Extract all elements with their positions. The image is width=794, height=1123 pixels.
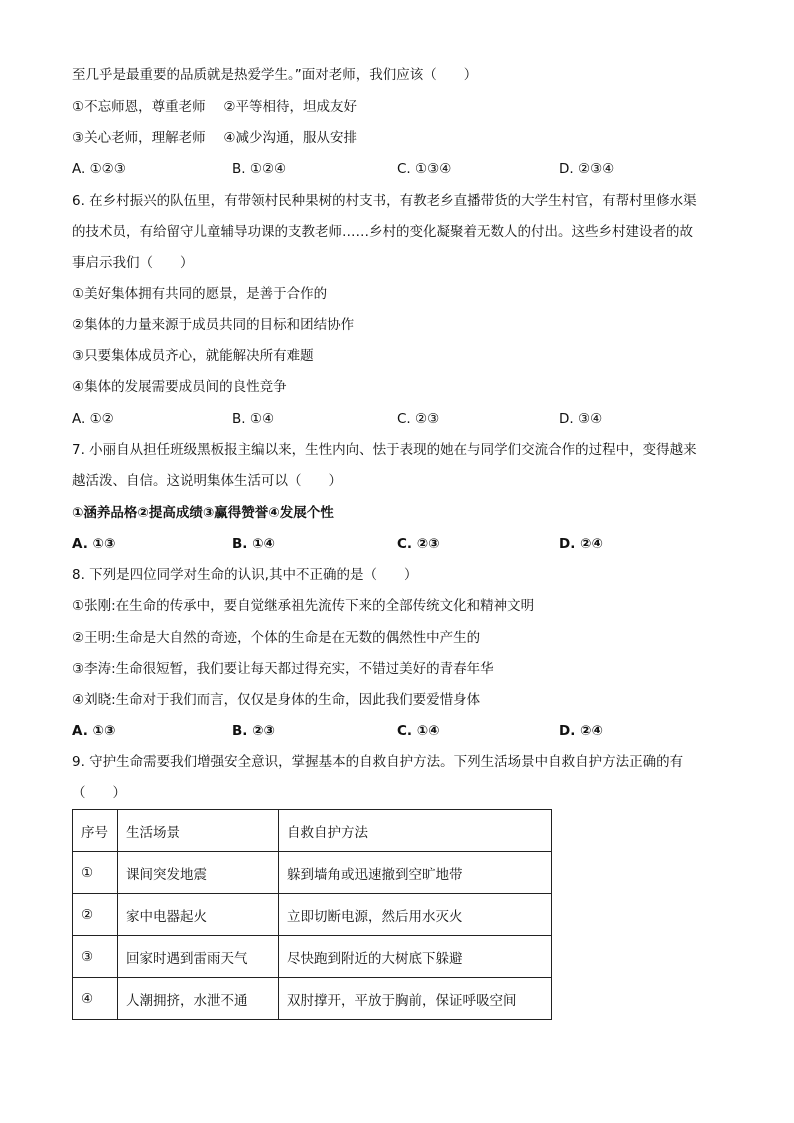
q6-item: ④集体的发展需要成员间的良性竞争 xyxy=(72,379,287,395)
q8-item: ③李涛:生命很短暂，我们要让每天都过得充实，不错过美好的青春年华 xyxy=(72,661,494,677)
q7-item: ①涵养品格②提高成绩③赢得赞誉④发展个性 xyxy=(72,505,334,521)
option-a: A. ①③ xyxy=(72,536,116,552)
q5-item: ③关心老师，理解老师 ④减少沟通，服从安排 xyxy=(72,130,357,146)
q6-item: ①美好集体拥有共同的愿景，是善于合作的 xyxy=(72,286,328,302)
option-d: D. ②③④ xyxy=(559,161,615,177)
table-row xyxy=(73,852,552,894)
q6-stem: 的技术员，有给留守儿童辅导功课的支教老师……乡村的变化凝聚着无数人的付出。这些乡村建设者的故 xyxy=(72,224,693,240)
option-b: B. ②③ xyxy=(232,723,275,739)
q5-stem: 至几乎是最重要的品质就是热爱学生。”面对老师，我们应该（ ） xyxy=(72,67,478,83)
option-c: C. ②③ xyxy=(397,536,440,552)
q6-item: ③只要集体成员齐心，就能解决所有难题 xyxy=(72,348,314,364)
table-cell: ③ xyxy=(73,936,118,978)
q8-item: ①张刚:在生命的传承中，要自觉继承祖先流传下来的全部传统文化和精神文明 xyxy=(72,598,535,614)
option-d: D. ②④ xyxy=(559,536,603,552)
table-header: 生活场景 xyxy=(118,810,279,852)
q5-options xyxy=(72,159,672,179)
option-a: A. ①③ xyxy=(72,723,116,739)
q8-item: ④刘晓:生命对于我们而言，仅仅是身体的生命，因此我们要爱惜身体 xyxy=(72,692,481,708)
q9-stem: 9. 守护生命需要我们增强安全意识，掌握基本的自救自护方法。下列生活场景中自救自护方法正确的有 xyxy=(72,754,684,770)
table-header: 序号 xyxy=(73,810,118,852)
q6-stem: 6. 在乡村振兴的队伍里，有带领村民种果树的村支书，有教老乡直播带货的大学生村官，有帮村里修水渠 xyxy=(72,193,697,209)
table-cell: ① xyxy=(73,852,118,894)
q8-item: ②王明:生命是大自然的奇迹，个体的生命是在无数的偶然性中产生的 xyxy=(72,630,481,646)
q5-item: ①不忘师恩，尊重老师 ②平等相待，坦成友好 xyxy=(72,99,357,115)
table-cell: 躲到墙角或迅速撤到空旷地带 xyxy=(279,852,552,894)
option-a: A. ①②③ xyxy=(72,161,126,177)
option-b: B. ①④ xyxy=(232,536,275,552)
table-cell: 尽快跑到附近的大树底下躲避 xyxy=(279,936,552,978)
table-cell: ② xyxy=(73,894,118,936)
q6-item: ②集体的力量来源于成员共同的目标和团结协作 xyxy=(72,317,355,333)
q6-stem: 事启示我们（ ） xyxy=(72,255,194,271)
q7-stem: 7. 小丽自从担任班级黑板报主编以来，生性内向、怯于表现的她在与同学们交流合作的过程中，变得越来 xyxy=(72,442,697,458)
q6-options xyxy=(72,409,672,429)
table-cell: 回家时遇到雷雨天气 xyxy=(118,936,279,978)
q8-stem: 8. 下列是四位同学对生命的认识,其中不正确的是（ ） xyxy=(72,567,418,583)
option-d: D. ②④ xyxy=(559,723,603,739)
table-header-row xyxy=(73,810,552,852)
table-header: 自救自护方法 xyxy=(279,810,552,852)
option-a: A. ①② xyxy=(72,411,114,427)
option-c: C. ①④ xyxy=(397,723,440,739)
table-row xyxy=(73,894,552,936)
safety-table xyxy=(72,809,552,1020)
table-cell: 人潮拥挤，水泄不通 xyxy=(118,978,279,1020)
q8-options xyxy=(72,721,672,741)
table-cell: 家中电器起火 xyxy=(118,894,279,936)
table-row xyxy=(73,978,552,1020)
option-c: C. ①③④ xyxy=(397,161,452,177)
table-cell: 双肘撑开，平放于胸前，保证呼吸空间 xyxy=(279,978,552,1020)
q7-stem: 越活泼、自信。这说明集体生活可以（ ） xyxy=(72,473,342,489)
table-row xyxy=(73,936,552,978)
q9-stem: （ ） xyxy=(72,785,126,801)
table-cell: 课间突发地震 xyxy=(118,852,279,894)
table-cell: 立即切断电源，然后用水灭火 xyxy=(279,894,552,936)
q7-options xyxy=(72,534,672,554)
option-c: C. ②③ xyxy=(397,411,440,427)
option-d: D. ③④ xyxy=(559,411,603,427)
option-b: B. ①②④ xyxy=(232,161,287,177)
option-b: B. ①④ xyxy=(232,411,275,427)
table-cell: ④ xyxy=(73,978,118,1020)
